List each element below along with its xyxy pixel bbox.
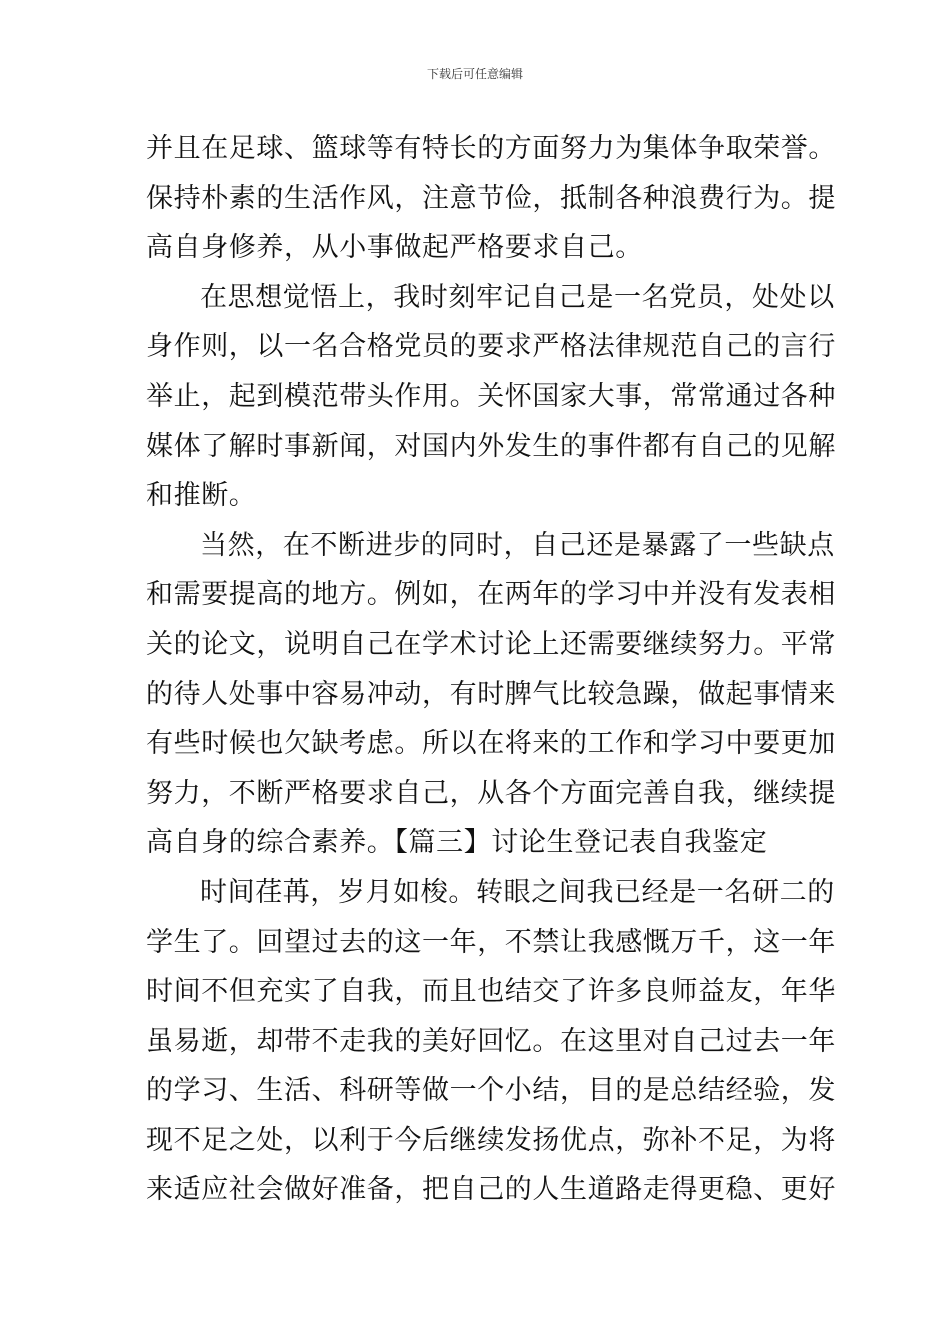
text-line: 保持朴素的生活作风，注意节俭，抵制各种浪费行为。提	[146, 182, 836, 214]
paragraph	[146, 868, 836, 1215]
text-line: 现不足之处，以利于今后继续发扬优点，弥补不足，为将	[146, 1124, 836, 1156]
text-line: 媒体了解时事新闻，对国内外发生的事件都有自己的见解	[146, 430, 836, 462]
text-line: 的学习、生活、科研等做一个小结，目的是总结经验，发	[146, 1075, 836, 1107]
page-header: 下载后可任意编辑	[426, 67, 523, 81]
text-line: 的待人处事中容易冲动，有时脾气比较急躁，做起事情来	[146, 678, 836, 710]
text-line: 在思想觉悟上，我时刻牢记自己是一名党员，处处以	[200, 281, 835, 313]
text-line: 高自身修养，从小事做起严格要求自己。	[146, 232, 643, 264]
paragraph	[146, 273, 836, 521]
text-line: 并且在足球、篮球等有特长的方面努力为集体争取荣誉。	[146, 133, 836, 164]
text-line: 时间荏苒，岁月如梭。转眼之间我已经是一名研二的	[200, 876, 835, 908]
text-line: 学生了。回望过去的这一年，不禁让我感慨万千，这一年	[146, 926, 836, 958]
text-line: 举止，起到模范带头作用。关怀国家大事，常常通过各种	[146, 380, 836, 412]
text-line: 当然，在不断进步的同时，自己还是暴露了一些缺点	[200, 529, 835, 561]
text-line: 身作则，以一名合格党员的要求严格法律规范自己的言行	[146, 331, 836, 363]
text-line: 高自身的综合素养。【篇三】讨论生登记表自我鉴定	[146, 827, 768, 859]
paragraph	[146, 124, 836, 273]
text-line: 和需要提高的地方。例如，在两年的学习中并没有发表相	[146, 579, 836, 611]
document-body	[146, 124, 836, 1215]
text-line: 时间不但充实了自我，而且也结交了许多良师益友，年华	[146, 976, 836, 1008]
text-line: 和推断。	[146, 480, 257, 512]
text-line: 努力，不断严格要求自己，从各个方面完善自我，继续提	[146, 777, 836, 809]
text-line: 来适应社会做好准备，把自己的人生道路走得更稳、更好	[146, 1174, 836, 1206]
paragraph	[146, 521, 836, 868]
text-line: 关的论文，说明自己在学术讨论上还需要继续努力。平常	[146, 628, 836, 660]
text-line: 虽易逝，却带不走我的美好回忆。在这里对自己过去一年	[146, 1025, 836, 1057]
text-line: 有些时候也欠缺考虑。所以在将来的工作和学习中要更加	[146, 728, 836, 760]
